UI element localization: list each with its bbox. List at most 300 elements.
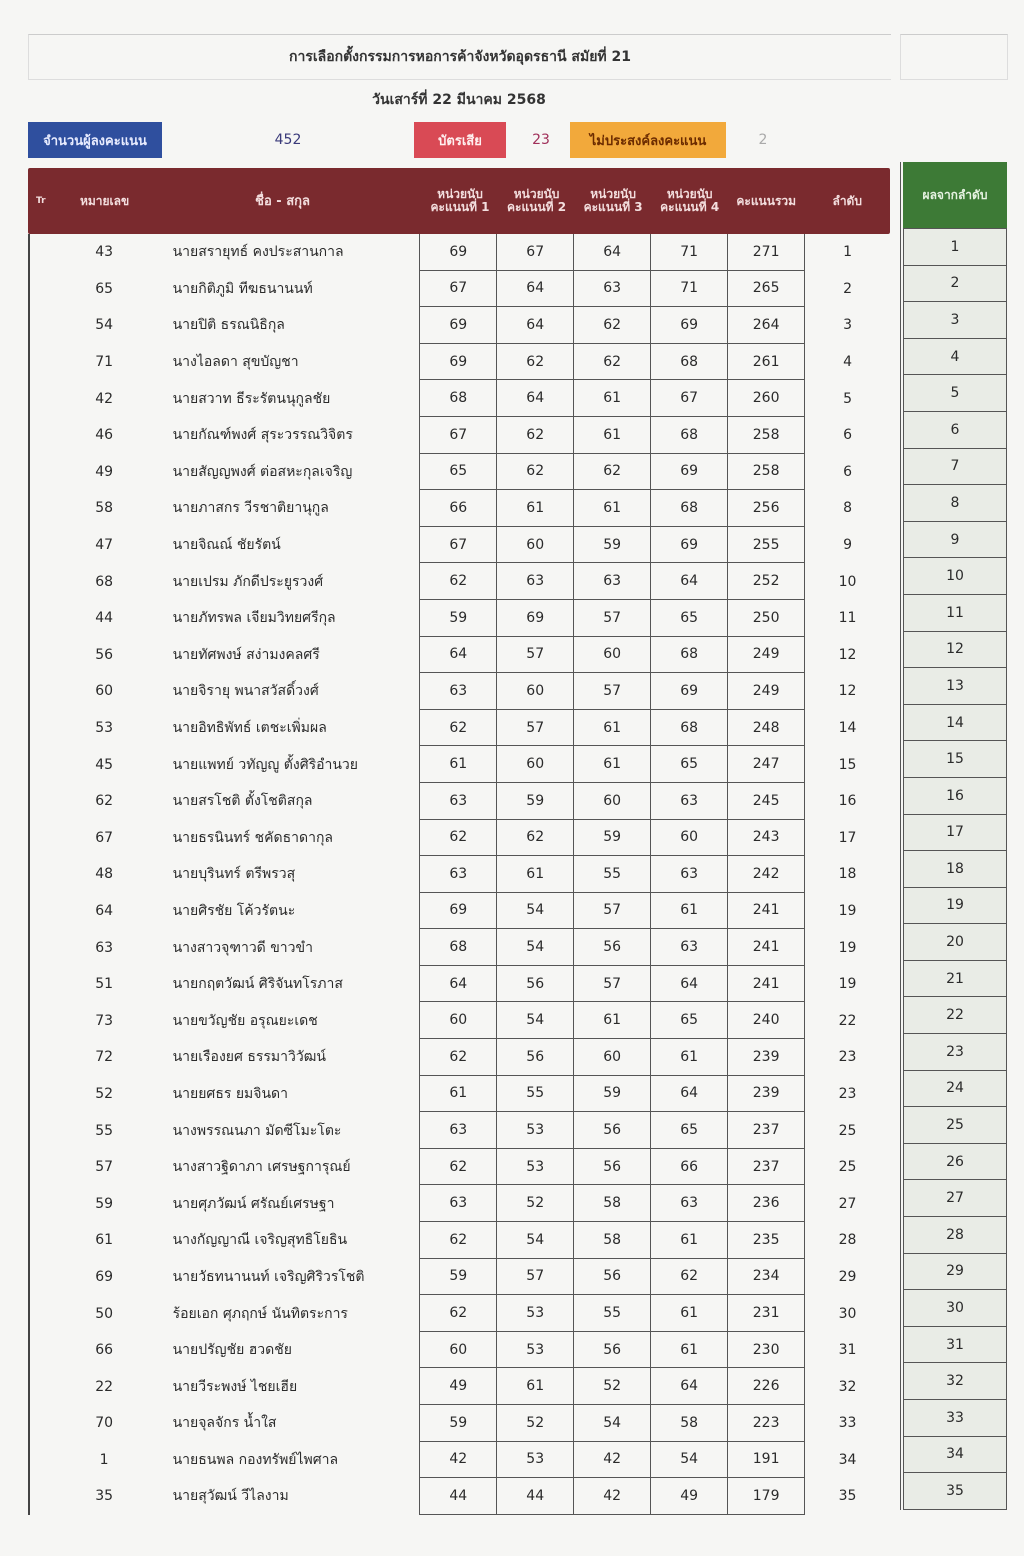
score-unit-3: 61 (574, 417, 651, 454)
score-unit-1: 68 (419, 380, 497, 417)
score-unit-4: 61 (651, 1295, 728, 1332)
rank: 23 (838, 1085, 857, 1102)
score-unit-4: 64 (651, 1076, 728, 1113)
header-unit-3: หน่วยนับคะแนนที่ 3 (583, 187, 643, 214)
rank: 5 (843, 390, 852, 407)
rank: 2 (843, 280, 852, 297)
date-text: วันเสาร์ที่ 22 มีนาคม 2568 (372, 92, 546, 108)
candidate-number: 42 (95, 390, 114, 407)
header-rank: ลำดับ (832, 193, 862, 208)
voters-label: จำนวนผู้ลงคะแนน (28, 122, 162, 158)
score-unit-2: 62 (497, 417, 574, 454)
row-mark (30, 966, 66, 1003)
rank: 12 (838, 683, 857, 700)
candidate-number: 73 (95, 1012, 114, 1029)
row-mark (30, 1112, 66, 1149)
score-unit-3: 61 (574, 380, 651, 417)
score-unit-4: 64 (651, 563, 728, 600)
score-unit-3: 62 (574, 344, 651, 381)
score-unit-1: 63 (419, 1185, 497, 1222)
rank: 8 (843, 500, 852, 517)
result-rank-cell: 14 (904, 704, 1006, 741)
score-unit-4: 68 (651, 637, 728, 674)
result-rank-cell: 3 (904, 301, 1006, 338)
score-unit-4: 54 (651, 1442, 728, 1479)
candidate-name: นายศิรชัย โค้วรัตนะ (172, 902, 296, 919)
election-date (28, 80, 890, 120)
candidate-number: 56 (95, 646, 114, 663)
stats-row (28, 122, 890, 162)
result-rank-cell: 12 (904, 631, 1006, 668)
score-total: 230 (728, 1332, 805, 1369)
score-unit-1: 69 (419, 234, 497, 271)
score-unit-3: 63 (574, 271, 651, 308)
score-unit-4: 67 (651, 380, 728, 417)
table-row (30, 929, 890, 966)
candidate-name: นางกัญญาณี เจริญสุทธิโยธิน (172, 1232, 348, 1249)
result-rank-cell: 9 (904, 521, 1006, 558)
score-unit-2: 52 (497, 1405, 574, 1442)
score-unit-1: 69 (419, 344, 497, 381)
table-row (30, 1442, 890, 1479)
rank: 30 (838, 1305, 857, 1322)
result-rank-cell: 17 (904, 814, 1006, 851)
result-rank-cell: 18 (904, 850, 1006, 887)
table-row (30, 820, 890, 857)
score-unit-2: 44 (497, 1478, 574, 1515)
score-unit-4: 65 (651, 746, 728, 783)
score-unit-2: 62 (497, 344, 574, 381)
score-unit-4: 69 (651, 673, 728, 710)
header-total: คะแนนรวม (736, 193, 797, 208)
score-unit-1: 59 (419, 600, 497, 637)
score-unit-2: 52 (497, 1185, 574, 1222)
score-unit-1: 67 (419, 527, 497, 564)
candidate-number: 53 (95, 720, 114, 737)
score-unit-3: 63 (574, 563, 651, 600)
result-rank-cell: 24 (904, 1070, 1006, 1107)
table-header (28, 168, 890, 234)
row-mark (30, 1478, 66, 1515)
candidate-name: นายวัธทนานนท์ เจริญศิริวรโชติ (172, 1268, 365, 1285)
score-unit-2: 53 (497, 1295, 574, 1332)
candidate-number: 49 (95, 463, 114, 480)
score-unit-3: 60 (574, 783, 651, 820)
candidate-number: 71 (95, 354, 114, 371)
score-unit-3: 59 (574, 1076, 651, 1113)
row-mark (30, 417, 66, 454)
result-rank-cell: 16 (904, 777, 1006, 814)
score-total: 248 (728, 710, 805, 747)
score-unit-4: 64 (651, 966, 728, 1003)
table-row (30, 710, 890, 747)
score-unit-2: 57 (497, 637, 574, 674)
score-unit-3: 59 (574, 820, 651, 857)
candidate-name: ร้อยเอก ศุภฤกษ์ นันทิตระการ (172, 1305, 348, 1322)
table-row (30, 1368, 890, 1405)
table-row (30, 1039, 890, 1076)
table-row (30, 234, 890, 271)
score-unit-1: 69 (419, 893, 497, 930)
candidate-number: 54 (95, 317, 114, 334)
score-unit-4: 58 (651, 1405, 728, 1442)
score-unit-2: 61 (497, 1368, 574, 1405)
candidate-name: นายขวัญชัย อรุณยะเดช (172, 1012, 318, 1029)
candidate-number: 69 (95, 1268, 114, 1285)
score-unit-1: 62 (419, 820, 497, 857)
score-unit-2: 54 (497, 929, 574, 966)
score-unit-1: 60 (419, 1002, 497, 1039)
table-row (30, 783, 890, 820)
table-row (30, 637, 890, 674)
row-mark (30, 1002, 66, 1039)
score-unit-3: 55 (574, 856, 651, 893)
candidate-name: นายสวาท ธีระรัตนนุกูลชัย (172, 390, 331, 407)
rank: 16 (838, 793, 857, 810)
row-mark (30, 600, 66, 637)
score-unit-3: 64 (574, 234, 651, 271)
table-row (30, 1222, 890, 1259)
score-unit-1: 69 (419, 307, 497, 344)
score-unit-3: 57 (574, 966, 651, 1003)
rank: 34 (838, 1451, 857, 1468)
candidate-name: นายปรัญชัย ฮวดชัย (172, 1342, 292, 1359)
score-unit-2: 62 (497, 454, 574, 491)
score-total: 237 (728, 1112, 805, 1149)
score-unit-4: 69 (651, 527, 728, 564)
header-result-rank: ผลจากลำดับ (903, 162, 1007, 228)
candidate-name: นายกัณฑ์พงศ์ สุระวรรณวิจิตร (172, 427, 353, 444)
table-row (30, 1076, 890, 1113)
result-rank-cell: 20 (904, 923, 1006, 960)
table-row (30, 271, 890, 308)
voters-value: 452 (274, 132, 302, 148)
score-total: 226 (728, 1368, 805, 1405)
score-unit-2: 56 (497, 966, 574, 1003)
result-rank-cell: 34 (904, 1436, 1006, 1473)
candidate-number: 63 (95, 939, 114, 956)
rank: 19 (838, 939, 857, 956)
score-unit-3: 42 (574, 1478, 651, 1515)
score-unit-3: 56 (574, 1259, 651, 1296)
row-mark (30, 1295, 66, 1332)
score-total: 241 (728, 893, 805, 930)
result-rank-cell: 30 (904, 1289, 1006, 1326)
candidate-number: 60 (95, 683, 114, 700)
score-unit-3: 56 (574, 1112, 651, 1149)
score-unit-2: 57 (497, 1259, 574, 1296)
title-text: การเลือกตั้งกรรมการหอการค้าจังหวัดอุดรธานี สมัยที่ 21 (288, 49, 631, 65)
row-mark (30, 673, 66, 710)
rank: 10 (838, 573, 857, 590)
candidate-number: 64 (95, 902, 114, 919)
score-total: 258 (728, 454, 805, 491)
score-unit-4: 68 (651, 344, 728, 381)
candidate-name: นายกิติภูมิ ทีฆธนานนท์ (172, 280, 313, 297)
result-rank-cell: 31 (904, 1326, 1006, 1363)
table-row (30, 380, 890, 417)
score-unit-2: 63 (497, 563, 574, 600)
score-unit-1: 62 (419, 1039, 497, 1076)
score-total: 237 (728, 1149, 805, 1186)
candidate-name: นายจุลจักร น้ำใส (172, 1415, 277, 1432)
result-rank-cell: 11 (904, 594, 1006, 631)
score-total: 264 (728, 307, 805, 344)
header-name: ชื่อ - สกุล (255, 193, 310, 209)
score-unit-2: 60 (497, 527, 574, 564)
candidate-number: 35 (95, 1488, 114, 1505)
candidate-name: นางพรรณนภา มัดซีโมะโตะ (172, 1122, 342, 1139)
result-rank-column (900, 162, 1007, 1510)
score-unit-4: 61 (651, 1222, 728, 1259)
score-unit-1: 63 (419, 1112, 497, 1149)
rank: 28 (838, 1232, 857, 1249)
candidate-name: นายสุวัฒน์ วีไลงาม (172, 1488, 289, 1505)
score-unit-3: 61 (574, 746, 651, 783)
score-total: 249 (728, 637, 805, 674)
row-mark (30, 1442, 66, 1479)
score-unit-3: 56 (574, 1332, 651, 1369)
row-mark (30, 783, 66, 820)
rank: 35 (838, 1488, 857, 1505)
score-unit-2: 62 (497, 820, 574, 857)
candidate-number: 66 (95, 1342, 114, 1359)
score-unit-4: 65 (651, 1112, 728, 1149)
result-rank-cell: 10 (904, 557, 1006, 594)
table-row (30, 1149, 890, 1186)
score-unit-1: 62 (419, 563, 497, 600)
score-unit-1: 64 (419, 966, 497, 1003)
score-unit-4: 61 (651, 893, 728, 930)
score-unit-2: 55 (497, 1076, 574, 1113)
rank: 31 (838, 1342, 857, 1359)
score-unit-2: 64 (497, 380, 574, 417)
table-row (30, 893, 890, 930)
score-unit-4: 60 (651, 820, 728, 857)
score-unit-4: 69 (651, 454, 728, 491)
score-unit-4: 65 (651, 600, 728, 637)
candidate-name: นางสาวจุฑาวดี ขาวขำ (172, 939, 313, 956)
score-unit-3: 60 (574, 1039, 651, 1076)
table-row (30, 1112, 890, 1149)
result-rank-cell: 13 (904, 667, 1006, 704)
table-row (30, 1405, 890, 1442)
score-unit-2: 69 (497, 600, 574, 637)
rank: 6 (843, 463, 852, 480)
rank: 14 (838, 720, 857, 737)
score-unit-1: 62 (419, 710, 497, 747)
score-unit-3: 61 (574, 710, 651, 747)
score-total: 191 (728, 1442, 805, 1479)
score-unit-1: 60 (419, 1332, 497, 1369)
score-total: 255 (728, 527, 805, 564)
candidate-number: 50 (95, 1305, 114, 1322)
table-row (30, 1295, 890, 1332)
score-unit-1: 68 (419, 929, 497, 966)
candidate-number: 52 (95, 1085, 114, 1102)
score-unit-4: 65 (651, 1002, 728, 1039)
score-unit-4: 63 (651, 783, 728, 820)
result-rank-cell: 19 (904, 887, 1006, 924)
result-rank-cell: 27 (904, 1179, 1006, 1216)
score-unit-4: 63 (651, 929, 728, 966)
score-total: 240 (728, 1002, 805, 1039)
result-rank-cell: 29 (904, 1253, 1006, 1290)
candidate-number: 47 (95, 537, 114, 554)
table-row (30, 600, 890, 637)
score-unit-1: 59 (419, 1405, 497, 1442)
candidate-name: นายอิทธิพัทธ์ เตชะเพิ่มผล (172, 720, 327, 737)
candidate-name: นายภัทรพล เจียมวิทยศรีกุล (172, 610, 336, 627)
rank: 12 (838, 646, 857, 663)
candidate-name: นางสาวฐิดาภา เศรษฐการุณย์ (172, 1159, 351, 1176)
table-row (30, 527, 890, 564)
score-unit-3: 56 (574, 1149, 651, 1186)
score-total: 247 (728, 746, 805, 783)
score-total: 260 (728, 380, 805, 417)
candidate-number: 70 (95, 1415, 114, 1432)
candidate-name: นายทัศพงษ์ สง่ามงคลศรี (172, 646, 320, 663)
score-unit-2: 64 (497, 307, 574, 344)
score-unit-3: 58 (574, 1222, 651, 1259)
score-total: 234 (728, 1259, 805, 1296)
table-row (30, 1478, 890, 1515)
score-unit-4: 63 (651, 856, 728, 893)
score-total: 241 (728, 929, 805, 966)
score-unit-1: 67 (419, 271, 497, 308)
rank: 25 (838, 1122, 857, 1139)
spoiled-ballots-value: 23 (532, 132, 550, 148)
score-total: 256 (728, 490, 805, 527)
score-unit-3: 61 (574, 1002, 651, 1039)
score-unit-1: 63 (419, 856, 497, 893)
title-row-right-cell (900, 34, 1008, 80)
score-total: 239 (728, 1039, 805, 1076)
candidate-number: 45 (95, 756, 114, 773)
score-unit-1: 67 (419, 417, 497, 454)
row-mark (30, 710, 66, 747)
candidate-name: นายสรายุทธ์ คงประสานกาล (172, 244, 344, 261)
table-row (30, 344, 890, 381)
score-unit-1: 63 (419, 673, 497, 710)
candidate-name: นายบุรินทร์ ตรีพรวสุ (172, 866, 296, 883)
score-unit-3: 56 (574, 929, 651, 966)
score-unit-2: 64 (497, 271, 574, 308)
score-total: 249 (728, 673, 805, 710)
score-total: 231 (728, 1295, 805, 1332)
result-rank-cell: 22 (904, 996, 1006, 1033)
score-total: 239 (728, 1076, 805, 1113)
rank: 22 (838, 1012, 857, 1029)
rank: 19 (838, 902, 857, 919)
result-rank-cell: 25 (904, 1106, 1006, 1143)
row-mark (30, 1149, 66, 1186)
rank: 1 (843, 244, 852, 261)
score-unit-1: 62 (419, 1222, 497, 1259)
table-row (30, 673, 890, 710)
score-unit-3: 52 (574, 1368, 651, 1405)
score-total: 243 (728, 820, 805, 857)
rank: 6 (843, 427, 852, 444)
score-unit-2: 60 (497, 746, 574, 783)
candidate-name: นายภาสกร วีรชาติยานุกูล (172, 500, 329, 517)
score-unit-3: 54 (574, 1405, 651, 1442)
result-rank-cell: 15 (904, 740, 1006, 777)
score-unit-3: 62 (574, 454, 651, 491)
candidate-name: นายธนพล กองทรัพย์ไพศาล (172, 1451, 339, 1468)
rank: 32 (838, 1378, 857, 1395)
candidate-number: 22 (95, 1378, 114, 1395)
result-rank-cell: 26 (904, 1143, 1006, 1180)
score-total: 245 (728, 783, 805, 820)
result-rank-cell: 5 (904, 374, 1006, 411)
score-unit-4: 62 (651, 1259, 728, 1296)
score-unit-2: 54 (497, 1002, 574, 1039)
candidate-name: นายยศธร ยมจินดา (172, 1085, 288, 1102)
page-title (28, 34, 891, 80)
result-rank-cell: 4 (904, 338, 1006, 375)
row-mark (30, 454, 66, 491)
score-unit-2: 54 (497, 893, 574, 930)
candidate-name: นายธรนินทร์ ชคัดธาดากุล (172, 829, 334, 846)
result-rank-cell: 35 (904, 1472, 1006, 1509)
score-unit-4: 66 (651, 1149, 728, 1186)
candidate-name: นายจิณณ์ ชัยรัตน์ (172, 537, 281, 554)
row-mark (30, 307, 66, 344)
candidate-number: 65 (95, 280, 114, 297)
score-unit-2: 57 (497, 710, 574, 747)
score-unit-2: 56 (497, 1039, 574, 1076)
header-mark: Tr (36, 195, 46, 206)
score-unit-1: 44 (419, 1478, 497, 1515)
score-unit-1: 61 (419, 746, 497, 783)
score-unit-3: 57 (574, 600, 651, 637)
row-mark (30, 637, 66, 674)
table-body (28, 234, 890, 1515)
score-unit-1: 63 (419, 783, 497, 820)
candidate-name: นายแพทย์ วทัญญู ตั้งศิริอำนวย (172, 756, 358, 773)
score-unit-4: 68 (651, 490, 728, 527)
candidate-number: 58 (95, 500, 114, 517)
rank: 27 (838, 1195, 857, 1212)
rank: 17 (838, 829, 857, 846)
row-mark (30, 490, 66, 527)
table-row (30, 966, 890, 1003)
row-mark (30, 856, 66, 893)
score-unit-2: 53 (497, 1112, 574, 1149)
score-total: 250 (728, 600, 805, 637)
result-rank-cell: 8 (904, 484, 1006, 521)
result-rank-cell: 32 (904, 1362, 1006, 1399)
row-mark (30, 271, 66, 308)
candidate-number: 48 (95, 866, 114, 883)
row-mark (30, 893, 66, 930)
candidate-number: 62 (95, 793, 114, 810)
table-row (30, 1002, 890, 1039)
candidate-number: 59 (95, 1195, 114, 1212)
score-unit-2: 67 (497, 234, 574, 271)
candidate-number: 61 (95, 1232, 114, 1249)
score-unit-1: 66 (419, 490, 497, 527)
result-rank-cell: 6 (904, 411, 1006, 448)
header-unit-2: หน่วยนับคะแนนที่ 2 (507, 187, 567, 214)
score-unit-1: 62 (419, 1149, 497, 1186)
candidate-number: 44 (95, 610, 114, 627)
candidate-name: นายเปรม ภักดีประยูรวงศ์ (172, 573, 324, 590)
row-mark (30, 1332, 66, 1369)
row-mark (30, 380, 66, 417)
score-unit-1: 42 (419, 1442, 497, 1479)
